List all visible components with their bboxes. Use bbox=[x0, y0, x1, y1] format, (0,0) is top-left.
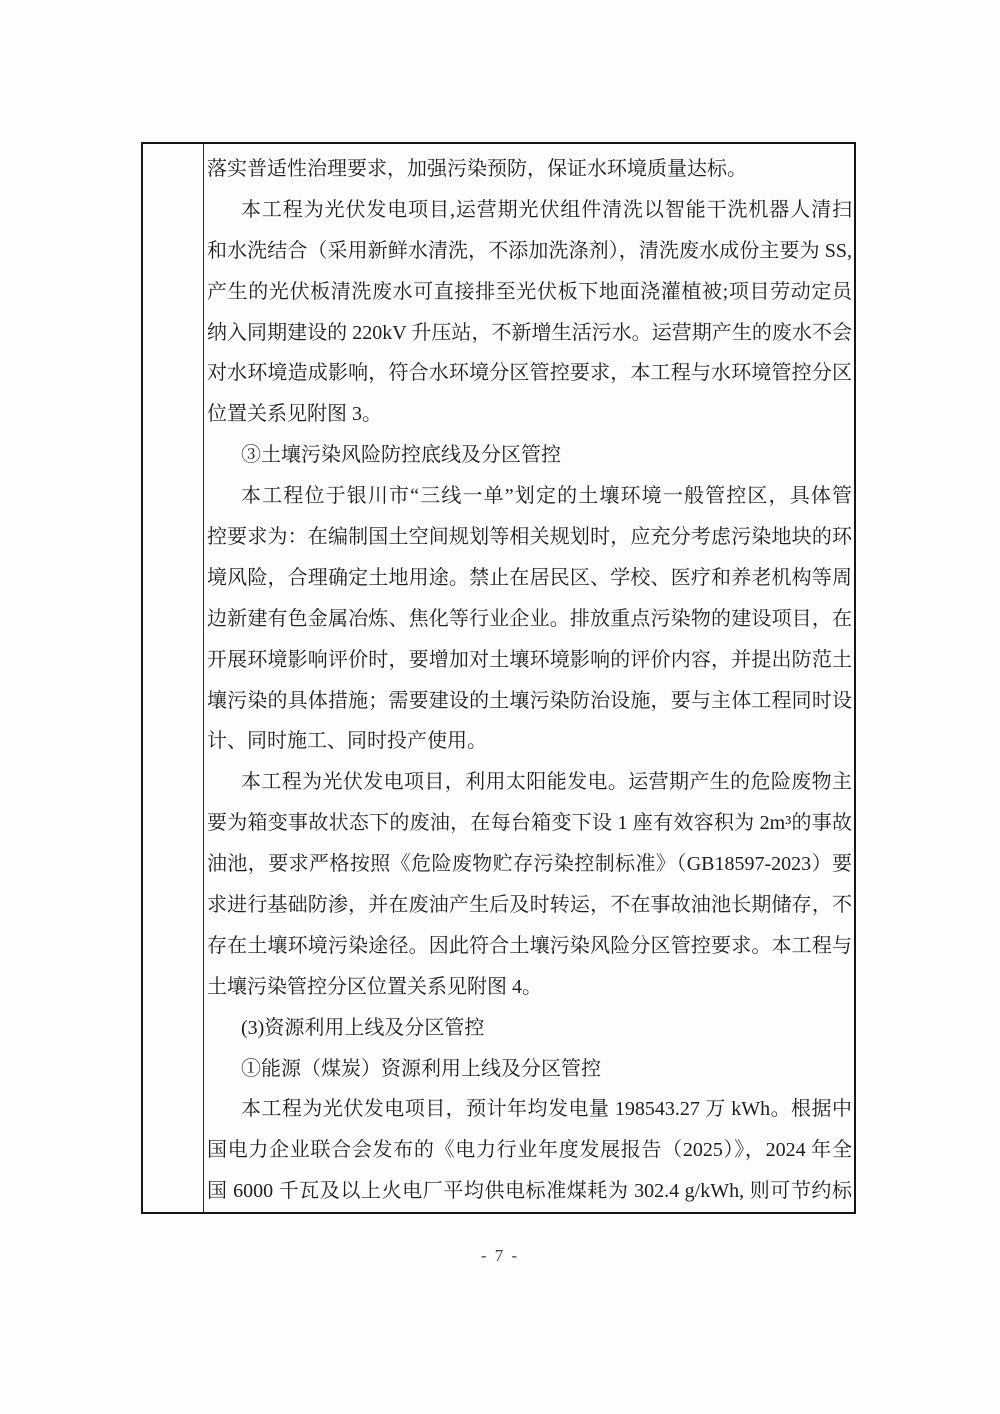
text-line: 位置关系见附图 3。 bbox=[207, 403, 382, 426]
text-line: 计、同时施工、同时投产使用。 bbox=[207, 730, 487, 753]
table-content-cell bbox=[204, 144, 854, 1212]
text-line: 壤污染的具体措施；需要建设的土壤污染防治设施，要与主体工程同时设 bbox=[207, 689, 852, 712]
table-stub-column bbox=[143, 144, 204, 1212]
text-line: 本工程为光伏发电项目,运营期光伏组件清洗以智能干洗机器人清扫 bbox=[241, 198, 852, 221]
page-number: - 7 - bbox=[480, 1246, 520, 1265]
report-table-row bbox=[141, 142, 856, 1214]
text-line: 国 6000 千瓦及以上火电厂平均供电标准煤耗为 302.4 g/kWh, 则可节约标 bbox=[207, 1180, 852, 1203]
text-line: 产生的光伏板清洗废水可直接排至光伏板下地面浇灌植被;项目劳动定员 bbox=[207, 280, 852, 303]
section-heading-line: (3)资源利用上线及分区管控 bbox=[241, 1016, 485, 1039]
text-line: 纳入同期建设的 220kV 升压站，不新增生活污水。运营期产生的废水不会 bbox=[207, 321, 852, 344]
text-line: 本工程为光伏发电项目，预计年均发电量 198543.27 万 kWh。根据中 bbox=[241, 1098, 852, 1121]
text-line: 要为箱变事故状态下的废油，在每台箱变下设 1 座有效容积为 2m³的事故 bbox=[207, 812, 852, 835]
text-line: 落实普适性治理要求，加强污染预防，保证水环境质量达标。 bbox=[207, 158, 747, 180]
text-line: 存在土壤环境污染途径。因此符合土壤污染风险分区管控要求。本工程与 bbox=[207, 934, 852, 957]
text-line: 求进行基础防渗，并在废油产生后及时转运，不在事故油池长期储存，不 bbox=[207, 894, 852, 917]
text-line: 本工程为光伏发电项目，利用太阳能发电。运营期产生的危险废物主 bbox=[241, 771, 852, 794]
text-line: 油池，要求严格按照《危险废物贮存污染控制标准》（GB18597-2023）要 bbox=[207, 853, 852, 876]
text-line: 边新建有色金属冶炼、焦化等行业企业。排放重点污染物的建设项目，在 bbox=[207, 607, 852, 630]
text-line: 土壤污染管控分区位置关系见附图 4。 bbox=[207, 975, 542, 998]
text-line: 和水洗结合（采用新鲜水清洗，不添加洗涤剂），清洗废水成份主要为 SS, bbox=[207, 239, 852, 262]
section-heading-line: ①能源（煤炭）资源利用上线及分区管控 bbox=[241, 1057, 601, 1080]
text-line: 控要求为：在编制国土空间规划等相关规划时，应充分考虑污染地块的环 bbox=[207, 526, 852, 549]
text-line: 境风险，合理确定土地用途。禁止在居民区、学校、医疗和养老机构等周 bbox=[207, 566, 852, 589]
text-line: 本工程位于银川市“三线一单”划定的土壤环境一般管控区，具体管 bbox=[241, 485, 852, 508]
text-line: 对水环境造成影响，符合水环境分区管控要求，本工程与水环境管控分区 bbox=[207, 362, 852, 385]
text-line: 国电力企业联合会发布的《电力行业年度发展报告（2025）》，2024 年全 bbox=[207, 1139, 852, 1162]
section-heading-line: ③土壤污染风险防控底线及分区管控 bbox=[241, 444, 561, 467]
text-line: 开展环境影响评价时，要增加对土壤环境影响的评价内容，并提出防范土 bbox=[207, 648, 852, 671]
